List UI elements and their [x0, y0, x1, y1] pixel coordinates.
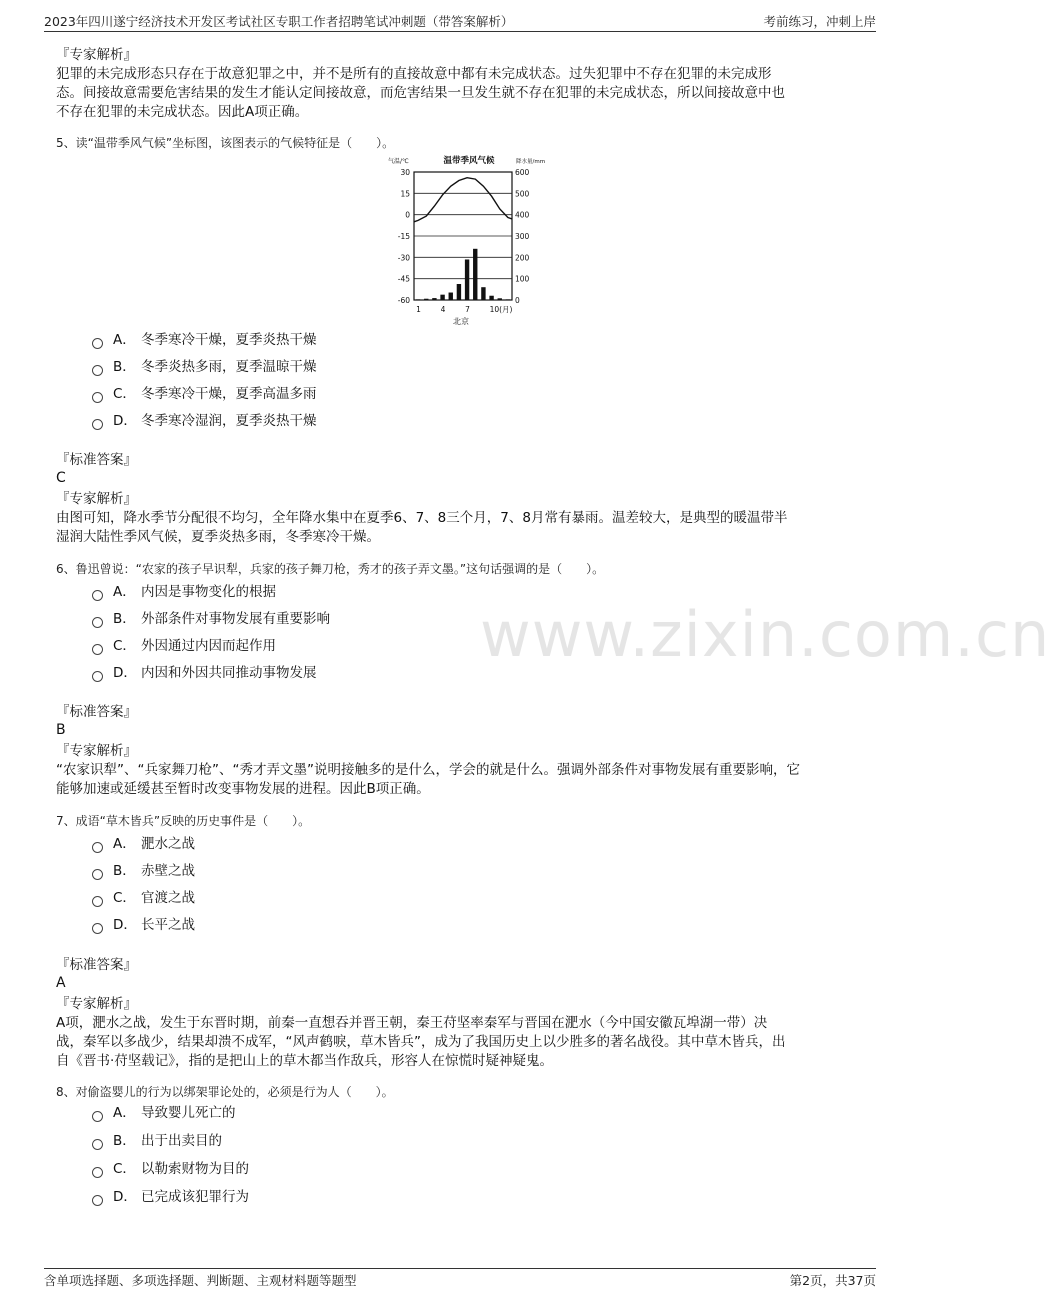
option-c[interactable]: C． 以勒索财物为目的 [92, 1159, 249, 1179]
precip-bar [498, 298, 502, 300]
radio-icon[interactable] [92, 617, 103, 628]
standard-answer: A [56, 975, 66, 991]
radio-icon[interactable] [92, 419, 103, 430]
explain-line: A项，淝水之战，发生于东晋时期，前秦一直想吞并晋王朝，秦王苻坚率秦军与晋国在淝水（今中国安徽瓦埠湖一带）决 [56, 1015, 768, 1031]
radio-icon[interactable] [92, 1111, 103, 1122]
y2-tick-label: 300 [515, 232, 530, 241]
x-tick-label: 1 [416, 305, 421, 314]
watermark: www.zixin.com.cn [480, 598, 1050, 671]
explain-line: 不存在犯罪的未完成状态。因此A项正确。 [56, 104, 309, 120]
precip-bar [481, 287, 485, 300]
radio-icon[interactable] [92, 644, 103, 655]
explain-line: 犯罪的未完成形态只存在于故意犯罪之中，并不是所有的直接故意中都有未完成状态。过失犯罪中不存在犯罪的未完成形 [56, 66, 772, 82]
precip-bar [473, 249, 477, 300]
radio-icon[interactable] [92, 1139, 103, 1150]
question-7-options [92, 834, 195, 935]
radio-icon[interactable] [92, 869, 103, 880]
radio-icon[interactable] [92, 671, 103, 682]
document-title: 2023年四川遂宁经济技术开发区考试社区专职工作者招聘笔试冲刺题（带答案解析） [44, 14, 514, 29]
page-number: 第2页，共37页 [789, 1273, 876, 1288]
option-a[interactable]: A． 淝水之战 [92, 834, 195, 854]
expert-analysis-label: 『专家解析』 [56, 996, 137, 1012]
option-a[interactable]: A． 内因是事物变化的根据 [92, 582, 330, 602]
x-tick-label: 10(月) [489, 305, 513, 314]
radio-icon[interactable] [92, 842, 103, 853]
option-c[interactable]: C． 冬季寒冷干燥，夏季高温多雨 [92, 384, 317, 404]
precip-bar [506, 299, 510, 300]
precip-bar [457, 284, 461, 300]
y-tick-label: 15 [400, 189, 410, 199]
explain-line: 态。间接故意需要危害结果的发生才能认定间接故意，而危害结果一旦发生就不存在犯罪的未完成状态，所以间接故意中也 [56, 85, 785, 101]
y2-tick-label: 400 [515, 210, 530, 220]
radio-icon[interactable] [92, 365, 103, 376]
y-tick-label: 30 [400, 168, 410, 177]
y-tick-label: -45 [397, 274, 410, 284]
radio-icon[interactable] [92, 590, 103, 601]
precip-bar [489, 296, 493, 300]
expert-analysis-label: 『专家解析』 [56, 743, 137, 759]
explain-line: 能够加速或延缓甚至暂时改变事物发展的进程。因此B项正确。 [56, 781, 430, 797]
explain-line: “农家识犁”、“兵家舞刀枪”、“秀才弄文墨”说明接触多的是什么，学会的就是什么。强调外部条件对事物发展有重要影响，它 [56, 762, 800, 778]
radio-icon[interactable] [92, 1195, 103, 1206]
footer-divider [44, 1268, 876, 1269]
option-d[interactable]: D． 内因和外因共同推动事物发展 [92, 663, 330, 683]
option-d[interactable]: D． 长平之战 [92, 915, 195, 935]
y-tick-label: -60 [397, 296, 410, 305]
standard-answer: C [56, 470, 66, 486]
explain-line: 湿润大陆性季风气候，夏季炎热多雨，冬季寒冷干燥。 [56, 529, 380, 545]
footer-question-types: 含单项选择题、多项选择题、判断题、主观材料题等题型 [44, 1273, 357, 1288]
q4-explanation [56, 65, 856, 122]
climate-chart [384, 154, 544, 326]
option-b[interactable]: B． 赤壁之战 [92, 861, 195, 881]
y-tick-label: -30 [397, 253, 410, 263]
temperature-line [414, 178, 512, 222]
option-b[interactable]: B． 外部条件对事物发展有重要影响 [92, 609, 330, 629]
option-c[interactable]: C． 外因通过内因而起作用 [92, 636, 330, 656]
y-axis-label: 气温/℃ [388, 158, 409, 165]
expert-analysis-label: 『专家解析』 [56, 491, 137, 507]
precip-bar [416, 299, 420, 300]
radio-icon[interactable] [92, 923, 103, 934]
explain-line: 自《晋书·苻坚载记》，指的是把山上的草木都当作敌兵，形容人在惊慌时疑神疑鬼。 [56, 1053, 554, 1069]
y2-tick-label: 600 [515, 168, 530, 177]
option-a[interactable]: A． 导致婴儿死亡的 [92, 1103, 249, 1123]
precip-bar [440, 295, 444, 300]
question-7-stem: 7、成语“草木皆兵”反映的历史事件是（ ）。 [56, 814, 311, 828]
question-6-options [92, 582, 330, 683]
y2-tick-label: 500 [515, 189, 530, 199]
option-d[interactable]: D． 冬季寒冷湿润，夏季炎热干燥 [92, 411, 317, 431]
chart-subtitle: 北京 [453, 317, 469, 326]
q6-explanation [56, 761, 856, 799]
header-slogan: 考前练习，冲刺上岸 [763, 14, 876, 29]
x-tick-label: 7 [465, 305, 470, 314]
precip-bar [449, 293, 453, 300]
question-8-stem: 8、对偷盗婴儿的行为以绑架罪论处的，必须是行为人（ ）。 [56, 1085, 394, 1099]
question-5-stem: 5、读“温带季风气候”坐标图，该图表示的气候特征是（ ）。 [56, 136, 395, 150]
explain-line: 战，秦军以多战少，结果却溃不成军，“风声鹤唳，草木皆兵”，成为了我国历史上以少胜多的著名战役。其中草木皆兵，出 [56, 1034, 786, 1050]
q5-explanation [56, 509, 856, 547]
chart-title: 温带季风气候 [443, 156, 495, 166]
x-tick-label: 4 [440, 305, 446, 314]
standard-answer-label: 『标准答案』 [56, 957, 137, 973]
standard-answer: B [56, 722, 66, 738]
option-a[interactable]: A． 冬季寒冷干燥，夏季炎热干燥 [92, 330, 317, 350]
explain-line: 由图可知，降水季节分配很不均匀，全年降水集中在夏季6、7、8三个月，7、8月常有暴雨。温差较大，是典型的暖温带半 [56, 510, 788, 526]
option-c[interactable]: C． 官渡之战 [92, 888, 195, 908]
y-tick-label: -15 [397, 232, 410, 241]
standard-answer-label: 『标准答案』 [56, 704, 137, 720]
option-d[interactable]: D． 已完成该犯罪行为 [92, 1187, 249, 1207]
radio-icon[interactable] [92, 1167, 103, 1178]
radio-icon[interactable] [92, 896, 103, 907]
y2-tick-label: 0 [515, 296, 520, 305]
y-tick-label: 0 [405, 210, 410, 220]
option-b[interactable]: B． 出于出卖目的 [92, 1131, 249, 1151]
y2-tick-label: 100 [515, 274, 530, 284]
precip-bar [465, 259, 469, 300]
precip-bar [424, 299, 428, 300]
question-8-options [92, 1103, 249, 1207]
question-6-stem: 6、鲁迅曾说：“农家的孩子早识犁，兵家的孩子舞刀枪，秀才的孩子弄文墨。”这句话强调的是（ ）。 [56, 562, 605, 576]
q7-explanation [56, 1014, 856, 1071]
y2-axis-label: 降水量/mm [516, 159, 546, 165]
header-divider [44, 31, 876, 32]
option-b[interactable]: B． 冬季炎热多雨，夏季温晾干燥 [92, 357, 317, 377]
radio-icon[interactable] [92, 392, 103, 403]
standard-answer-label: 『标准答案』 [56, 452, 137, 468]
precip-bar [432, 298, 436, 300]
y2-tick-label: 200 [515, 253, 530, 263]
expert-analysis-label: 『专家解析』 [56, 47, 137, 63]
radio-icon[interactable] [92, 338, 103, 349]
question-5-options [92, 330, 317, 431]
